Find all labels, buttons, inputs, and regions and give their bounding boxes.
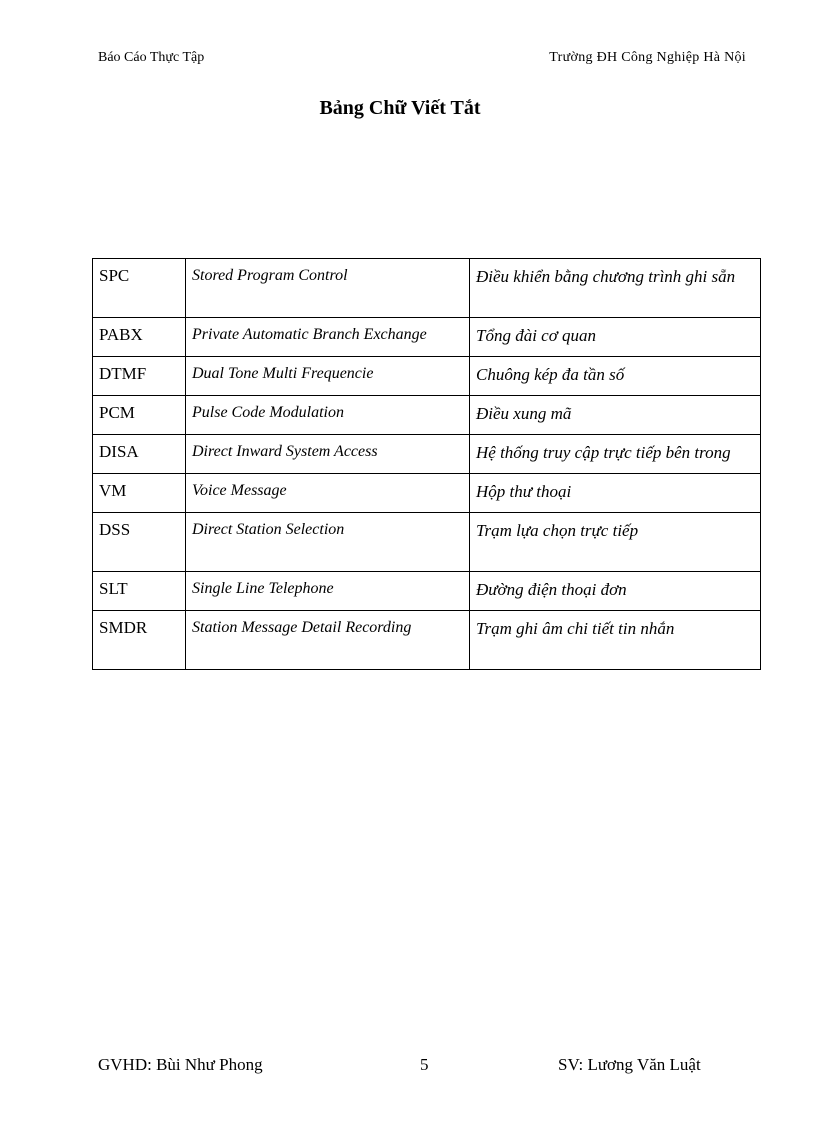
footer-advisor: GVHD: Bùi Như Phong: [98, 1055, 263, 1074]
table-row: [93, 318, 761, 357]
english-term-cell: Private Automatic Branch Exchange: [186, 318, 470, 357]
english-term-cell: Single Line Telephone: [186, 572, 470, 611]
header-report-title: Báo Cáo Thực Tập: [98, 50, 205, 65]
abbreviation-table: [92, 258, 761, 670]
table-row: [93, 513, 761, 572]
page-number: 5: [420, 1055, 429, 1074]
vietnamese-term-cell: Trạm ghi âm chi tiết tin nhắn: [470, 611, 761, 670]
footer-student: SV: Lương Văn Luật: [558, 1055, 701, 1074]
table-row: [93, 474, 761, 513]
english-term-cell: Direct Inward System Access: [186, 435, 470, 474]
vietnamese-term-cell: Chuông kép đa tần số: [470, 357, 761, 396]
table-row: [93, 435, 761, 474]
vietnamese-term-cell: Điều xung mã: [470, 396, 761, 435]
english-term-cell: Station Message Detail Recording: [186, 611, 470, 670]
page-title: Bảng Chữ Viết Tắt: [319, 97, 481, 119]
abbreviation-cell: SPC: [93, 259, 186, 318]
vietnamese-term-cell: Trạm lựa chọn trực tiếp: [470, 513, 761, 572]
table-row: [93, 259, 761, 318]
table-row: [93, 396, 761, 435]
table-row: [93, 572, 761, 611]
vietnamese-term-cell: Đường điện thoại đơn: [470, 572, 761, 611]
vietnamese-term-cell: Điều khiển bằng chương trình ghi sẵn: [470, 259, 761, 318]
vietnamese-term-cell: Tổng đài cơ quan: [470, 318, 761, 357]
vietnamese-term-cell: Hệ thống truy cập trực tiếp bên trong: [470, 435, 761, 474]
english-term-cell: Pulse Code Modulation: [186, 396, 470, 435]
table-row: [93, 611, 761, 670]
abbreviation-cell: VM: [93, 474, 186, 513]
abbreviation-cell: SLT: [93, 572, 186, 611]
abbreviation-cell: DTMF: [93, 357, 186, 396]
english-term-cell: Direct Station Selection: [186, 513, 470, 572]
abbreviation-cell: DSS: [93, 513, 186, 572]
abbreviation-cell: DISA: [93, 435, 186, 474]
abbreviation-cell: PABX: [93, 318, 186, 357]
english-term-cell: Voice Message: [186, 474, 470, 513]
header-university: Trường ĐH Công Nghiệp Hà Nội: [549, 50, 746, 65]
english-term-cell: Stored Program Control: [186, 259, 470, 318]
vietnamese-term-cell: Hộp thư thoại: [470, 474, 761, 513]
english-term-cell: Dual Tone Multi Frequencie: [186, 357, 470, 396]
abbreviation-cell: PCM: [93, 396, 186, 435]
abbreviation-cell: SMDR: [93, 611, 186, 670]
table-row: [93, 357, 761, 396]
